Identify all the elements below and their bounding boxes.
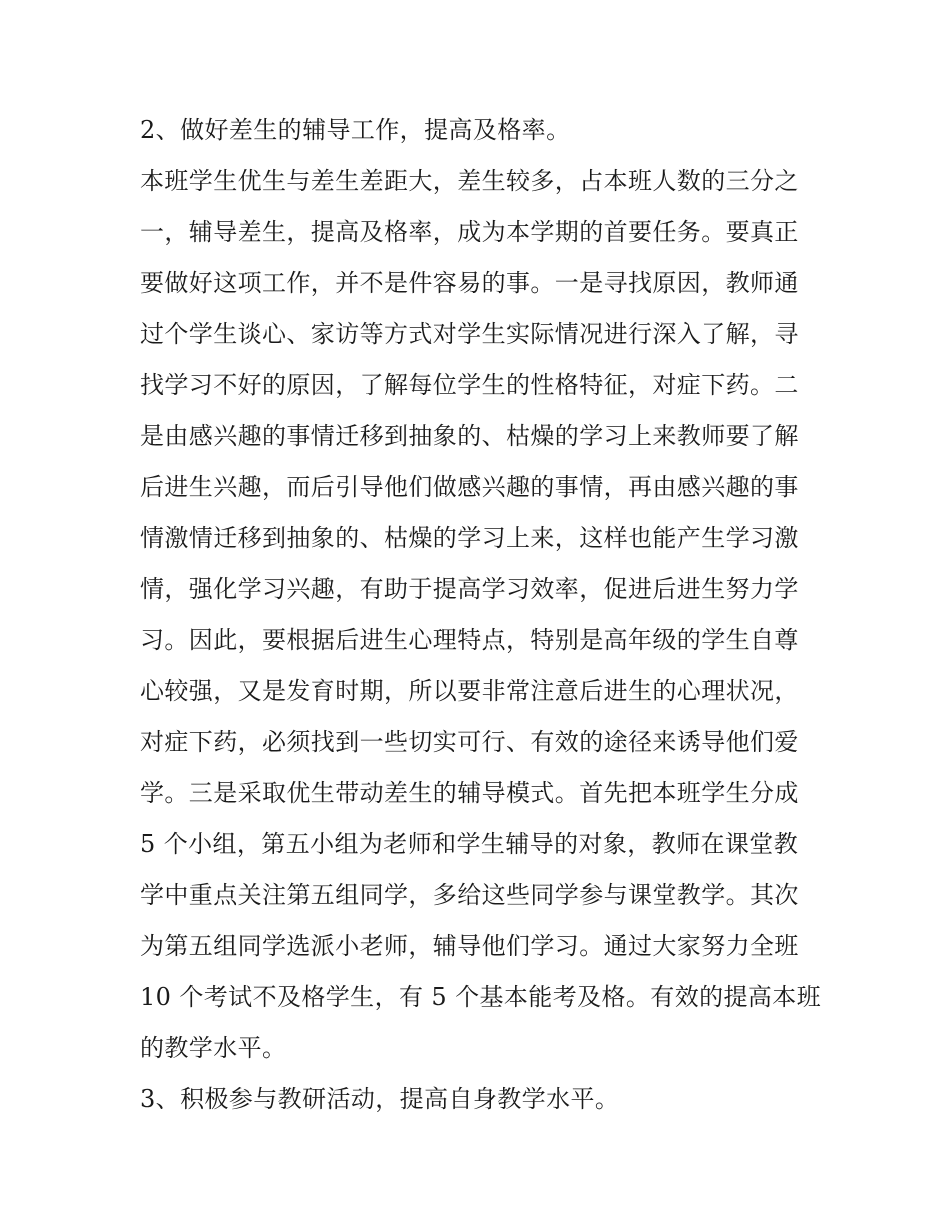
section-heading-2: 2、做好差生的辅导工作，提高及格率。 [140,116,571,144]
paragraph-line: 5 个小组，第五小组为老师和学生辅导的对象，教师在课堂教 [140,830,799,858]
paragraph-line: 学。三是采取优生带动差生的辅导模式。首先把本班学生分成 [140,779,799,807]
paragraph-line: 为第五组同学选派小老师，辅导他们学习。通过大家努力全班 [140,932,799,960]
paragraph-line: 情激情迁移到抽象的、枯燥的学习上来，这样也能产生学习激 [140,524,799,552]
paragraph-line: 习。因此，要根据后进生心理特点，特别是高年级的学生自尊 [140,626,799,654]
paragraph-line: 的教学水平。 [140,1034,287,1062]
paragraph-line: 是由感兴趣的事情迁移到抽象的、枯燥的学习上来教师要了解 [140,422,799,450]
paragraph-line: 要做好这项工作，并不是件容易的事。一是寻找原因，教师通 [140,269,799,297]
paragraph-line: 对症下药，必须找到一些切实可行、有效的途径来诱导他们爱 [140,728,799,756]
paragraph-line: 本班学生优生与差生差距大，差生较多，占本班人数的三分之 [140,167,799,195]
paragraph-line: 一，辅导差生，提高及格率，成为本学期的首要任务。要真正 [140,218,799,246]
paragraph-line: 找学习不好的原因，了解每位学生的性格特征，对症下药。二 [140,371,799,399]
paragraph-line: 情，强化学习兴趣，有助于提高学习效率，促进后进生努力学 [140,575,799,603]
section-heading-3: 3、积极参与教研活动，提高自身教学水平。 [140,1085,620,1113]
paragraph-line: 10 个考试不及格学生，有 5 个基本能考及格。有效的提高本班 [140,983,822,1011]
paragraph-line: 过个学生谈心、家访等方式对学生实际情况进行深入了解，寻 [140,320,799,348]
paragraph-line: 心较强，又是发育时期，所以要非常注意后进生的心理状况， [140,677,799,705]
paragraph-line: 后进生兴趣，而后引导他们做感兴趣的事情，再由感兴趣的事 [140,473,799,501]
paragraph-line: 学中重点关注第五组同学，多给这些同学参与课堂教学。其次 [140,881,799,909]
